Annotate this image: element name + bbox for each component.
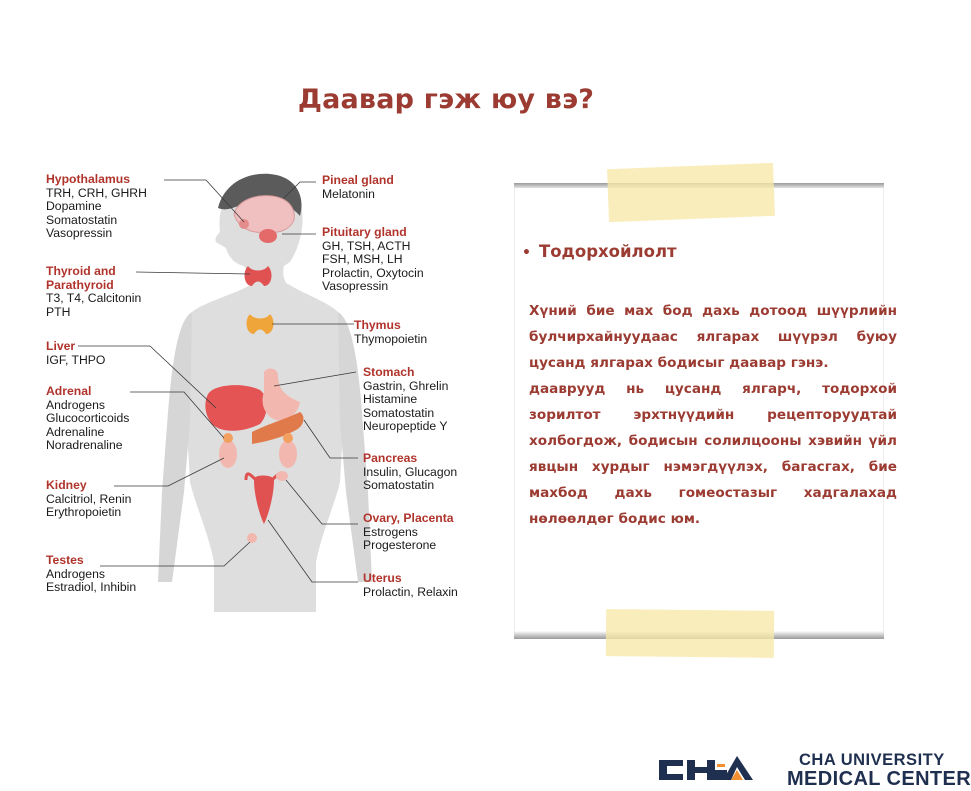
- tape-bottom: [606, 609, 774, 658]
- label-title: Thyroid and Parathyroid: [46, 264, 116, 292]
- label-title: Adrenal: [46, 384, 92, 398]
- label-title: Liver: [46, 339, 76, 353]
- label-title: Pineal gland: [322, 173, 394, 187]
- label-title: Hypothalamus: [46, 172, 130, 186]
- label-hypothalamus: [46, 173, 147, 241]
- label-adrenal: [46, 385, 129, 453]
- adrenal-left-shape: [223, 433, 233, 443]
- cha-medical-center-logo: [657, 750, 971, 790]
- label-hormones: Prolactin, Relaxin: [363, 584, 458, 599]
- card-paragraph: дааврууд нь цусанд ялгарч, тодорхой зорилтот эрхтнүүдийн рецепторуудтай холбогдож, бодисын солилцооны хэвийн үйл явцын хурдыг нэмэгдүүлэх, багасгах, бие махбод дахь гомеостазыг хадгалахад нөлөөлдөг бодис юм.: [529, 381, 897, 527]
- tape-top: [607, 163, 775, 222]
- label-title: Kidney: [46, 478, 87, 492]
- label-uterus: [363, 572, 458, 599]
- torso-silhouette: [186, 284, 344, 612]
- label-hormones: Gastrin, Ghrelin Histamine Somatostatin Neuropeptide Y: [363, 378, 449, 434]
- label-title: Thymus: [354, 318, 401, 332]
- card-body: [529, 298, 897, 532]
- label-pituitary: [322, 226, 424, 294]
- label-title: Testes: [46, 553, 84, 567]
- card-heading-text: Тодорхойлолт: [538, 242, 677, 261]
- label-ovary: [363, 512, 454, 553]
- label-stomach: [363, 366, 448, 434]
- pineal-gland-shape: [239, 219, 249, 229]
- kidney-left-shape: [219, 440, 237, 468]
- logo-line-1: CHA UNIVERSITY: [799, 751, 945, 769]
- label-hormones: Androgens Glucocorticoids Adrenaline Noradrenaline: [46, 397, 130, 453]
- label-pineal: [322, 174, 394, 201]
- label-hormones: TRH, CRH, GHRH Dopamine Somatostatin Vasopressin: [46, 185, 147, 241]
- label-title: Pancreas: [363, 451, 418, 465]
- card-paragraph: Хүний бие мах бод дахь дотоод шүүрлийн булчирхайнуудаас ялгарах шүүрэл буюу цусанд ялгарах бодисыг даавар гэнэ.: [529, 303, 897, 371]
- liver-shape: [205, 385, 266, 431]
- label-hormones: Melatonin: [322, 186, 375, 201]
- label-thymus: [354, 319, 427, 346]
- label-hormones: Androgens Estradiol, Inhibin: [46, 566, 137, 595]
- label-liver: [46, 340, 105, 367]
- label-hormones: GH, TSH, ACTH FSH, MSH, LH Prolactin, Oxytocin Vasopressin: [322, 238, 424, 294]
- label-title: Pituitary gland: [322, 225, 407, 239]
- label-hormones: Insulin, Glucagon Somatostatin: [363, 464, 458, 493]
- label-title: Stomach: [363, 365, 415, 379]
- label-testes: [46, 554, 136, 595]
- label-kidney: [46, 479, 131, 520]
- cha-logo-mark-icon: [657, 750, 767, 788]
- page-title: Даавар гэж юу вэ?: [297, 84, 595, 115]
- adrenal-right-shape: [283, 433, 293, 443]
- label-pancreas: [363, 452, 457, 493]
- label-hormones: IGF, THPO: [46, 352, 106, 367]
- label-hormones: Estrogens Progesterone: [363, 524, 437, 553]
- ovary-shape: [276, 471, 288, 481]
- label-title: Uterus: [363, 571, 402, 585]
- left-arm: [158, 312, 192, 582]
- bullet-icon: •: [522, 245, 531, 261]
- label-hormones: T3, T4, Calcitonin PTH: [46, 291, 142, 319]
- logo-line-2: MEDICAL CENTER: [787, 768, 971, 790]
- label-hormones: Thymopoietin: [354, 331, 428, 346]
- label-thyroid: [46, 265, 141, 319]
- endocrine-system-diagram: [38, 162, 484, 612]
- card-heading: [522, 242, 677, 261]
- label-hormones: Calcitriol, Renin Erythropoietin: [46, 491, 132, 520]
- label-title: Ovary, Placenta: [363, 511, 454, 525]
- testes-shape: [247, 533, 257, 543]
- pituitary-gland-shape: [259, 229, 277, 243]
- kidney-right-shape: [279, 440, 297, 468]
